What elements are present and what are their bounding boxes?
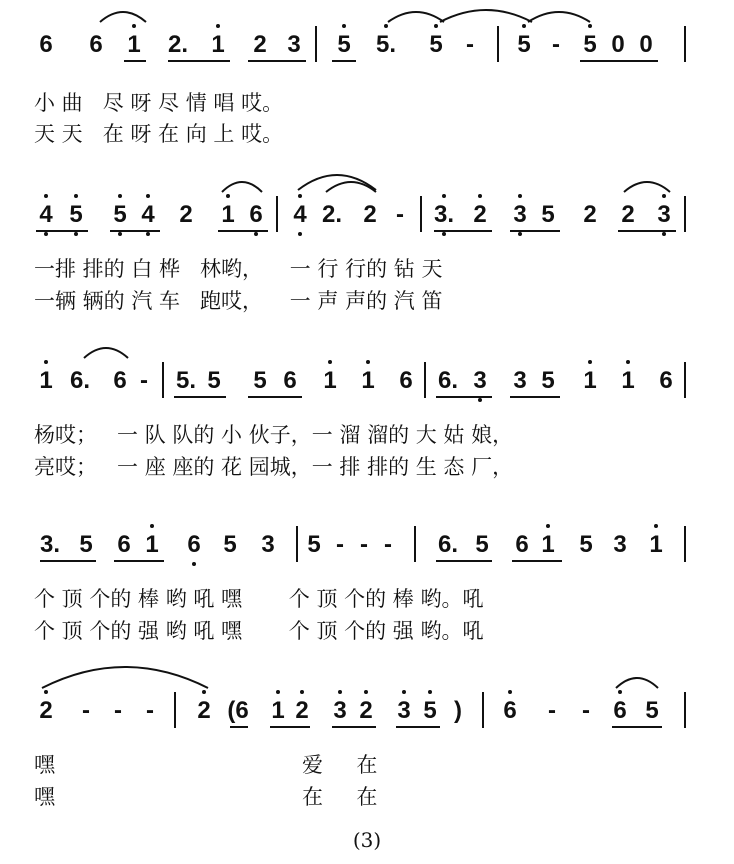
beam <box>114 560 164 562</box>
octave-dot <box>298 194 302 198</box>
octave-dot <box>662 232 666 236</box>
note: 2 <box>197 697 211 724</box>
page-number: (3) <box>352 828 382 852</box>
slur <box>324 176 378 196</box>
note: - <box>552 31 560 58</box>
octave-dot <box>588 360 592 364</box>
octave-dot <box>44 690 48 694</box>
note: 5 <box>517 31 531 58</box>
bar-line <box>497 26 499 62</box>
octave-dot <box>298 232 302 236</box>
note: 5 <box>69 201 83 228</box>
note: 1 <box>621 367 635 394</box>
note: 3. <box>39 531 61 558</box>
slur <box>386 6 446 26</box>
note: 5 <box>307 531 321 558</box>
note: 1 <box>221 201 235 228</box>
note: - <box>396 201 404 228</box>
beam <box>618 230 676 232</box>
octave-dot <box>300 690 304 694</box>
note: 5 <box>579 531 593 558</box>
beam <box>110 230 160 232</box>
octave-dot <box>328 360 332 364</box>
note: 2 <box>363 201 377 228</box>
octave-dot <box>546 524 550 528</box>
note: 5 <box>645 697 659 724</box>
bar-line <box>315 26 317 62</box>
note: 5. <box>375 31 397 58</box>
beam <box>124 60 146 62</box>
note: 2 <box>473 201 487 228</box>
octave-dot <box>518 194 522 198</box>
octave-dot <box>442 232 446 236</box>
beam <box>40 560 96 562</box>
note: 5 <box>253 367 267 394</box>
note: 2. <box>321 201 343 228</box>
note: 1 <box>361 367 375 394</box>
note: 6 <box>89 31 103 58</box>
beam <box>248 60 306 62</box>
beam <box>174 396 226 398</box>
beam <box>218 230 268 232</box>
octave-dot <box>478 194 482 198</box>
note: 3 <box>287 31 301 58</box>
octave-dot <box>74 232 78 236</box>
note: 5 <box>223 531 237 558</box>
beam <box>434 230 492 232</box>
slur <box>614 672 660 692</box>
note: 1 <box>127 31 141 58</box>
lyric-line: 天 天 在 呀 在 向 上 哎。 <box>34 122 284 146</box>
note: 3 <box>613 531 627 558</box>
beam <box>510 396 560 398</box>
notation-line-4 <box>34 520 704 570</box>
beam <box>510 230 560 232</box>
beam <box>436 560 492 562</box>
lyric-line: 嘿 爱 在 <box>34 753 378 777</box>
beam <box>270 726 310 728</box>
beam <box>396 726 440 728</box>
note: 5 <box>475 531 489 558</box>
lyric-line: 嘿 在 在 <box>34 785 378 809</box>
lyric-line: 一排 排的 白 桦 林哟， 一 行 行的 钻 天 <box>34 257 443 281</box>
beam <box>332 60 356 62</box>
octave-dot <box>518 232 522 236</box>
lyric-line: 小 曲 尽 呀 尽 情 唱 哎。 <box>34 91 284 115</box>
note: - <box>360 531 368 558</box>
octave-dot <box>202 690 206 694</box>
octave-dot <box>442 194 446 198</box>
note: 2 <box>583 201 597 228</box>
slur <box>438 4 534 26</box>
note: 2 <box>359 697 373 724</box>
note: 2 <box>253 31 267 58</box>
octave-dot <box>276 690 280 694</box>
note: 0 <box>639 31 653 58</box>
note: - <box>146 697 154 724</box>
beam <box>612 726 662 728</box>
note: 6 <box>503 697 517 724</box>
note: 3 <box>473 367 487 394</box>
note: 1 <box>541 531 555 558</box>
note: 6 <box>117 531 131 558</box>
note: 2 <box>621 201 635 228</box>
note: 1 <box>649 531 663 558</box>
note: 6. <box>437 531 459 558</box>
slur <box>526 6 592 26</box>
note: 3 <box>261 531 275 558</box>
octave-dot <box>216 24 220 28</box>
octave-dot <box>254 232 258 236</box>
note: - <box>548 697 556 724</box>
note: 2. <box>167 31 189 58</box>
lyric-line: 亮哎； 一 座 座的 花 园城，一 排 排的 生 态 厂， <box>34 455 514 479</box>
note: 6. <box>437 367 459 394</box>
note: 6 <box>249 201 263 228</box>
octave-dot <box>366 360 370 364</box>
note: 1 <box>271 697 285 724</box>
note: 5 <box>583 31 597 58</box>
note: 6 <box>113 367 127 394</box>
note: 5 <box>541 201 555 228</box>
note: - <box>466 31 474 58</box>
notation-line-5 <box>34 686 704 736</box>
bar-line <box>174 692 176 728</box>
octave-dot <box>626 360 630 364</box>
octave-dot <box>146 194 150 198</box>
lyric-line: 个 顶 个的 棒 哟 吼 嘿 个 顶 个的 棒 哟。吼 <box>34 587 484 611</box>
note: 2 <box>179 201 193 228</box>
note: 3 <box>657 201 671 228</box>
octave-dot <box>74 194 78 198</box>
note: 4 <box>141 201 155 228</box>
bar-line <box>684 362 686 398</box>
bar-line <box>162 362 164 398</box>
octave-dot <box>146 232 150 236</box>
note: - <box>384 531 392 558</box>
notation-line-1 <box>34 20 704 70</box>
lyric-line: 一辆 辆的 汽 车 跑哎， 一 声 声的 汽 笛 <box>34 289 443 313</box>
note: 5 <box>337 31 351 58</box>
beam <box>36 230 88 232</box>
note: 1 <box>583 367 597 394</box>
bar-line <box>482 692 484 728</box>
note: - <box>336 531 344 558</box>
octave-dot <box>118 232 122 236</box>
slur <box>98 6 148 26</box>
note: 1 <box>145 531 159 558</box>
beam <box>168 60 230 62</box>
octave-dot <box>654 524 658 528</box>
bar-line <box>276 196 278 232</box>
note: - <box>582 697 590 724</box>
bar-line <box>684 196 686 232</box>
note: 2 <box>39 697 53 724</box>
notation-line-3 <box>34 356 704 406</box>
note: (6 <box>227 697 249 724</box>
beam <box>332 726 376 728</box>
octave-dot <box>364 690 368 694</box>
octave-dot <box>118 194 122 198</box>
octave-dot <box>402 690 406 694</box>
octave-dot <box>338 690 342 694</box>
note: 6 <box>515 531 529 558</box>
lyric-line: 个 顶 个的 强 哟 吼 嘿 个 顶 个的 强 哟。吼 <box>34 619 484 643</box>
note: 1 <box>211 31 225 58</box>
bar-line <box>424 362 426 398</box>
note: 3 <box>513 367 527 394</box>
bar-line <box>684 692 686 728</box>
note: 3. <box>433 201 455 228</box>
beam <box>580 60 658 62</box>
octave-dot <box>44 194 48 198</box>
note: 5 <box>423 697 437 724</box>
octave-dot <box>192 562 196 566</box>
lyric-line: 杨哎； 一 队 队的 小 伙子，一 溜 溜的 大 姑 娘， <box>34 423 514 447</box>
note: 1 <box>39 367 53 394</box>
octave-dot <box>428 690 432 694</box>
note: 6 <box>187 531 201 558</box>
slur <box>82 342 130 362</box>
octave-dot <box>478 398 482 402</box>
bar-line <box>296 526 298 562</box>
octave-dot <box>508 690 512 694</box>
note: 6 <box>613 697 627 724</box>
note: 3 <box>333 697 347 724</box>
note: 6 <box>399 367 413 394</box>
note: 6. <box>69 367 91 394</box>
bar-line <box>420 196 422 232</box>
note: 0 <box>611 31 625 58</box>
note: 6 <box>39 31 53 58</box>
slur <box>220 176 264 196</box>
beam <box>230 726 248 728</box>
note: - <box>82 697 90 724</box>
beam <box>436 396 492 398</box>
note: 4 <box>39 201 53 228</box>
slur <box>622 176 672 196</box>
note: 1 <box>323 367 337 394</box>
octave-dot <box>342 24 346 28</box>
note: 6 <box>659 367 673 394</box>
note: - <box>114 697 122 724</box>
octave-dot <box>44 232 48 236</box>
note: 5. <box>175 367 197 394</box>
note: 5 <box>429 31 443 58</box>
note: 2 <box>295 697 309 724</box>
octave-dot <box>150 524 154 528</box>
note: 3 <box>397 697 411 724</box>
note: ) <box>454 697 462 724</box>
note: 5 <box>207 367 221 394</box>
beam <box>248 396 302 398</box>
note: 3 <box>513 201 527 228</box>
bar-line <box>414 526 416 562</box>
beam <box>512 560 562 562</box>
bar-line <box>684 26 686 62</box>
note: 4 <box>293 201 307 228</box>
notation-line-2 <box>34 190 704 240</box>
note: - <box>140 367 148 394</box>
note: 5 <box>113 201 127 228</box>
note: 5 <box>541 367 555 394</box>
bar-line <box>684 526 686 562</box>
note: 5 <box>79 531 93 558</box>
slur <box>40 660 210 690</box>
octave-dot <box>44 360 48 364</box>
note: 6 <box>283 367 297 394</box>
